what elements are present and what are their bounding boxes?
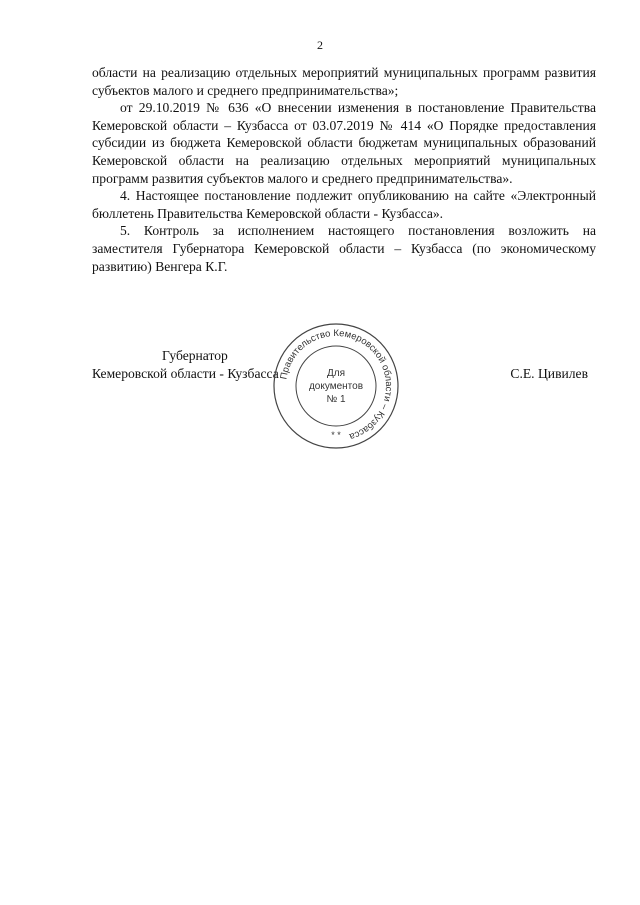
seal-ring-text: Правительство Кемеровской области – Кузбасса — [278, 327, 395, 443]
official-seal — [270, 320, 402, 452]
signature-title: Губернатор — [162, 348, 228, 363]
page-number: 2 — [317, 38, 323, 52]
signature-organization: Кемеровской области - Кузбасса — [92, 366, 279, 381]
seal-center-line-3: № 1 — [326, 394, 346, 405]
seal-center-line-2: документов — [308, 381, 364, 392]
seal-center-line-1: Для — [326, 368, 346, 379]
seal-stars: * * — [331, 430, 341, 440]
signature-name: С.Е. Цивилев — [510, 366, 588, 381]
paragraph-1: области на реализацию отдельных мероприятий муниципальных программ развития субъектов малого и среднего предпринимательства»; — [92, 65, 596, 98]
paragraph-3: 4. Настоящее постановление подлежит опубликованию на сайте «Электронный бюллетень Правительства Кемеровской области - Кузбасса». — [92, 188, 596, 221]
paragraph-4: 5. Контроль за исполнением настоящего постановления возложить на заместителя Губернатора Кемеровской области – Кузбасса (по экономическому развитию) Венгера К.Г. — [92, 223, 596, 274]
document-body — [92, 64, 596, 275]
paragraph-2: от 29.10.2019 № 636 «О внесении изменения в постановление Правительства Кемеровской области – Кузбасса от 03.07.2019 № 414 «О Порядке предоставления субсидии из бюджета Кемеровской области бюджетам муниципальных образований Кемеровской области на реализацию отдельных мероприятий муниципальных программ развития субъектов малого и среднего предпринимательства». — [92, 100, 596, 186]
